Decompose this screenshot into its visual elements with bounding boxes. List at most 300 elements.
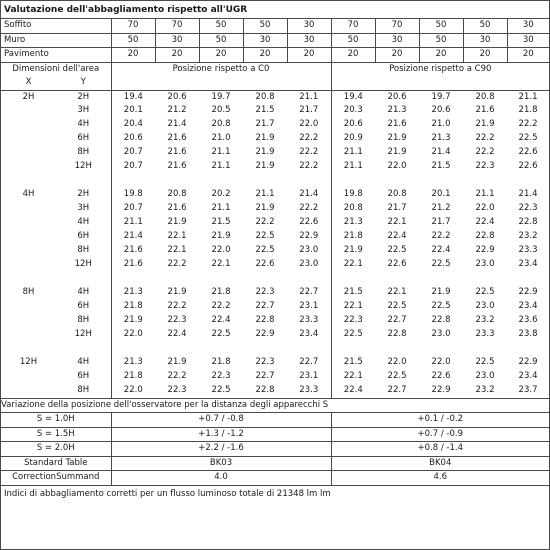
ugr-value-c90: 23.3 xyxy=(518,245,538,256)
ugr-value-c90: 22.4 xyxy=(475,217,495,228)
ugr-value-c90: 22.3 xyxy=(475,161,495,172)
y-dimension: 6H xyxy=(77,371,90,382)
table-row xyxy=(1,90,549,104)
ugr-value-c0: 21.5 xyxy=(255,105,275,116)
y-dimension: 2H xyxy=(77,189,90,200)
reflectance-value: 20 xyxy=(111,48,155,63)
reflectance-value: 30 xyxy=(507,33,549,48)
ugr-value-c90: 22.1 xyxy=(331,370,375,384)
table-row xyxy=(1,132,549,146)
ugr-value-c90: 21.5 xyxy=(331,286,375,300)
ugr-value-c0: 21.1 xyxy=(211,161,231,172)
ugr-value-c90: 22.4 xyxy=(431,245,451,256)
ugr-value-c0: 21.9 xyxy=(167,357,187,368)
reflectance-value: 50 xyxy=(331,33,375,48)
ugr-value-c0: 21.6 xyxy=(167,203,187,214)
ugr-value-c0: 22.2 xyxy=(167,259,187,270)
table-row xyxy=(1,370,549,384)
ugr-value-c0: 21.5 xyxy=(211,217,231,228)
ugr-value-c0: 20.8 xyxy=(211,119,231,130)
ugr-value-c90: 21.6 xyxy=(387,119,407,130)
ugr-value-c0: 22.4 xyxy=(211,315,231,326)
ugr-value-c0: 22.0 xyxy=(299,119,319,130)
ugr-table xyxy=(1,19,549,486)
ugr-value-c0: 21.1 xyxy=(111,216,155,230)
ugr-value-c90: 23.4 xyxy=(518,301,538,312)
variation-label: S = 1.5H xyxy=(36,428,75,439)
ugr-value-c0: 20.8 xyxy=(167,189,187,200)
ugr-value-c0: 22.5 xyxy=(255,245,275,256)
reflectance-value: 20 xyxy=(419,48,463,63)
table-row xyxy=(1,356,549,370)
spacer-cell xyxy=(331,174,549,188)
ugr-value-c0: 21.7 xyxy=(255,119,275,130)
ugr-value-c0: 22.8 xyxy=(255,385,275,395)
ugr-value-c90: 23.7 xyxy=(518,385,538,395)
ugr-value-c90: 23.2 xyxy=(475,315,495,326)
spacer-cell xyxy=(331,272,549,286)
ugr-value-c90: 21.9 xyxy=(431,287,451,298)
ugr-value-c0: 21.6 xyxy=(167,147,187,158)
ugr-value-c90: 21.9 xyxy=(475,119,495,130)
ugr-value-c0: 20.8 xyxy=(255,91,275,102)
x-dimension-empty xyxy=(1,146,56,160)
table-row xyxy=(1,314,549,328)
ugr-value-c0: 19.4 xyxy=(111,90,155,104)
x-dimension-empty xyxy=(1,328,56,342)
x-dimension: 8H xyxy=(22,287,35,298)
y-dimension: 12H xyxy=(74,259,92,270)
ugr-value-c0: 22.5 xyxy=(211,385,231,395)
x-dimension: 4H xyxy=(22,189,35,200)
y-dimension: 3H xyxy=(77,105,90,116)
ugr-value-c0: 23.1 xyxy=(299,301,319,312)
ugr-value-c90: 20.8 xyxy=(331,202,375,216)
ugr-value-c0: 22.2 xyxy=(167,371,187,382)
ugr-value-c0: 22.3 xyxy=(167,385,187,395)
ugr-value-c90: 21.8 xyxy=(331,230,375,244)
footnote: Indici di abbagliamento corretti per un flusso luminoso totale di 21348 lm lm xyxy=(4,488,331,499)
y-dimension: 4H xyxy=(77,357,90,368)
ugr-value-c0: 21.8 xyxy=(111,300,155,314)
ugr-value-c90: 22.5 xyxy=(475,287,495,298)
ugr-value-c0: 21.6 xyxy=(167,161,187,172)
ugr-value-c90: 22.2 xyxy=(431,231,451,242)
ugr-value-c90: 19.4 xyxy=(331,90,375,104)
ugr-value-c90: 22.5 xyxy=(387,301,407,312)
variation-c90: +0.8 / -1.4 xyxy=(331,442,549,457)
group-spacer xyxy=(1,342,549,356)
ugr-value-c90: 21.6 xyxy=(475,105,495,116)
table-row xyxy=(1,286,549,300)
ugr-value-c0: 22.1 xyxy=(167,245,187,256)
ugr-value-c90: 21.5 xyxy=(431,161,451,172)
x-dimension-empty xyxy=(1,300,56,314)
reflectance-value: 30 xyxy=(463,33,507,48)
reflectance-label: Muro xyxy=(4,34,26,45)
ugr-value-c0: 22.2 xyxy=(167,301,187,312)
ugr-value-c90: 22.5 xyxy=(475,357,495,368)
x-dimension-empty xyxy=(1,118,56,132)
ugr-value-c90: 22.9 xyxy=(475,245,495,256)
ugr-value-c0: 21.6 xyxy=(111,258,155,272)
ugr-value-c0: 20.7 xyxy=(111,160,155,174)
ugr-value-c0: 21.3 xyxy=(111,356,155,370)
ugr-value-c90: 22.0 xyxy=(475,203,495,214)
table-row xyxy=(1,384,549,398)
reflectance-value: 30 xyxy=(507,19,549,33)
spacer-cell xyxy=(111,272,331,286)
ugr-value-c90: 22.6 xyxy=(431,371,451,382)
ugr-value-c0: 21.9 xyxy=(255,147,275,158)
x-dimension-empty xyxy=(1,244,56,258)
ugr-value-c90: 21.4 xyxy=(431,147,451,158)
ugr-value-c0: 21.9 xyxy=(255,161,275,172)
ugr-value-c90: 21.1 xyxy=(518,91,538,102)
standard-table-c0: BK03 xyxy=(111,456,331,471)
ugr-value-c90: 22.1 xyxy=(331,300,375,314)
reflectance-value: 50 xyxy=(419,33,463,48)
ugr-value-c90: 20.6 xyxy=(387,91,407,102)
ugr-value-c90: 21.4 xyxy=(518,189,538,200)
variation-label: S = 1.0H xyxy=(36,414,75,424)
ugr-value-c0: 23.3 xyxy=(299,315,319,326)
reflectance-row xyxy=(1,33,549,48)
ugr-value-c0: 22.4 xyxy=(167,329,187,340)
variation-c0: +0.7 / -0.8 xyxy=(111,413,331,428)
ugr-value-c0: 23.3 xyxy=(299,385,319,395)
ugr-value-c0: 22.0 xyxy=(111,328,155,342)
ugr-value-c0: 21.9 xyxy=(255,203,275,214)
spacer-cell xyxy=(1,272,111,286)
ugr-value-c0: 22.3 xyxy=(255,357,275,368)
spacer-cell xyxy=(1,342,111,356)
ugr-value-c90: 23.2 xyxy=(475,385,495,395)
ugr-value-c90: 21.7 xyxy=(387,203,407,214)
ugr-value-c90: 22.5 xyxy=(431,301,451,312)
table-row xyxy=(1,328,549,342)
ugr-value-c90: 23.2 xyxy=(518,231,538,242)
ugr-value-c0: 22.3 xyxy=(211,371,231,382)
table-row xyxy=(1,202,549,216)
ugr-value-c0: 22.5 xyxy=(211,329,231,340)
ugr-value-c90: 22.0 xyxy=(431,357,451,368)
ugr-value-c0: 21.9 xyxy=(111,314,155,328)
reflectance-value: 70 xyxy=(111,19,155,33)
ugr-value-c90: 23.0 xyxy=(475,259,495,270)
standard-table-row xyxy=(1,456,549,471)
ugr-value-c0: 21.6 xyxy=(167,133,187,144)
ugr-value-c90: 22.1 xyxy=(387,217,407,228)
y-dimension: 4H xyxy=(77,119,90,130)
ugr-value-c0: 21.9 xyxy=(255,133,275,144)
ugr-value-c0: 21.3 xyxy=(111,286,155,300)
x-dimension-empty xyxy=(1,132,56,146)
ugr-value-c90: 19.7 xyxy=(431,91,451,102)
reflectance-label: Pavimento xyxy=(4,49,49,59)
ugr-value-c0: 22.7 xyxy=(255,371,275,382)
spacer-cell xyxy=(331,342,549,356)
ugr-value-c90: 23.3 xyxy=(475,329,495,340)
ugr-value-c90: 22.8 xyxy=(431,315,451,326)
ugr-value-c90: 20.6 xyxy=(431,105,451,116)
ugr-value-c90: 21.9 xyxy=(387,147,407,158)
ugr-value-c90: 21.3 xyxy=(431,133,451,144)
variation-row xyxy=(1,427,549,442)
ugr-value-c90: 23.0 xyxy=(475,371,495,382)
c90-header: Posizione rispetto a C90 xyxy=(331,62,549,76)
x-dimension-empty xyxy=(1,202,56,216)
table-row xyxy=(1,258,549,272)
standard-table-c90: BK04 xyxy=(331,456,549,471)
ugr-value-c0: 21.6 xyxy=(111,244,155,258)
ugr-value-c0: 22.2 xyxy=(299,203,319,214)
ugr-value-c0: 19.8 xyxy=(111,188,155,202)
table-row xyxy=(1,188,549,202)
y-dimension: 12H xyxy=(74,161,92,172)
reflectance-value: 50 xyxy=(111,33,155,48)
variation-c90: +0.1 / -0.2 xyxy=(331,413,549,428)
reflectance-value: 30 xyxy=(287,33,331,48)
reflectance-value: 20 xyxy=(375,48,419,63)
ugr-value-c90: 22.7 xyxy=(387,385,407,395)
spacer-cell xyxy=(111,342,331,356)
ugr-value-c0: 22.2 xyxy=(299,161,319,172)
ugr-value-c90: 21.1 xyxy=(475,189,495,200)
ugr-value-c0: 22.7 xyxy=(299,357,319,368)
ugr-value-c90: 22.6 xyxy=(387,259,407,270)
ugr-value-c0: 20.1 xyxy=(111,104,155,118)
ugr-value-c0: 22.6 xyxy=(299,217,319,228)
x-dimension-empty xyxy=(1,160,56,174)
variation-c90: +0.7 / -0.9 xyxy=(331,427,549,442)
ugr-value-c90: 23.4 xyxy=(518,371,538,382)
ugr-value-c90: 23.0 xyxy=(431,329,451,340)
ugr-value-c0: 22.9 xyxy=(255,329,275,340)
ugr-value-c0: 21.4 xyxy=(111,230,155,244)
y-dimension: 4H xyxy=(77,287,90,298)
reflectance-value: 50 xyxy=(243,19,287,33)
y-dimension: 2H xyxy=(77,91,90,102)
ugr-value-c90: 21.9 xyxy=(387,133,407,144)
y-dimension: 3H xyxy=(77,203,90,214)
ugr-value-c0: 21.7 xyxy=(299,105,319,116)
ugr-value-c0: 22.3 xyxy=(255,287,275,298)
ugr-value-c90: 21.7 xyxy=(431,217,451,228)
ugr-value-c0: 22.7 xyxy=(299,287,319,298)
reflectance-value: 20 xyxy=(287,48,331,63)
reflectance-value: 50 xyxy=(419,19,463,33)
ugr-value-c0: 20.6 xyxy=(167,91,187,102)
ugr-value-c90: 22.5 xyxy=(331,328,375,342)
c0-header-spacer xyxy=(111,76,331,90)
ugr-value-c0: 21.1 xyxy=(211,147,231,158)
x-dimension: 12H xyxy=(19,357,38,368)
ugr-value-c0: 21.8 xyxy=(211,287,231,298)
y-dimension: 6H xyxy=(77,133,90,144)
ugr-value-c90: 21.1 xyxy=(331,160,375,174)
ugr-value-c90: 20.8 xyxy=(387,189,407,200)
ugr-value-c90: 22.2 xyxy=(518,119,538,130)
reflectance-value: 20 xyxy=(199,48,243,63)
ugr-value-c0: 21.8 xyxy=(211,357,231,368)
reflectance-value: 50 xyxy=(463,19,507,33)
header-row xyxy=(1,62,549,76)
ugr-value-c90: 22.5 xyxy=(518,133,538,144)
y-label: Y xyxy=(80,77,86,87)
variation-title: Variazione della posizione dell'osservatore per la distanza degli apparecchi S xyxy=(1,399,329,410)
ugr-value-c90: 22.1 xyxy=(387,287,407,298)
ugr-value-c0: 19.7 xyxy=(211,91,231,102)
ugr-value-c90: 22.5 xyxy=(431,259,451,270)
ugr-value-c0: 22.9 xyxy=(299,231,319,242)
ugr-value-c0: 20.5 xyxy=(211,105,231,116)
reflectance-value: 20 xyxy=(243,48,287,63)
variation-c0: +2.2 / -1.6 xyxy=(111,442,331,457)
reflectance-value: 20 xyxy=(331,48,375,63)
y-dimension: 8H xyxy=(77,245,90,256)
y-dimension: 6H xyxy=(77,231,90,242)
ugr-value-c0: 22.8 xyxy=(255,315,275,326)
variation-title-row xyxy=(1,398,549,413)
reflectance-value: 50 xyxy=(199,19,243,33)
ugr-value-c0: 21.9 xyxy=(211,231,231,242)
ugr-value-c0: 20.6 xyxy=(111,132,155,146)
ugr-value-c0: 22.5 xyxy=(255,231,275,242)
ugr-value-c0: 22.7 xyxy=(255,301,275,312)
variation-label: S = 2.0H xyxy=(36,443,75,453)
ugr-value-c0: 23.4 xyxy=(299,329,319,340)
ugr-value-c90: 22.9 xyxy=(431,385,451,395)
y-dimension: 8H xyxy=(77,147,90,158)
ugr-value-c0: 22.0 xyxy=(111,384,155,398)
reflectance-value: 70 xyxy=(375,19,419,33)
ugr-value-c0: 22.1 xyxy=(167,231,187,242)
table-row xyxy=(1,160,549,174)
ugr-value-c0: 23.0 xyxy=(299,245,319,256)
ugr-value-c0: 20.4 xyxy=(111,118,155,132)
x-dimension-empty xyxy=(1,370,56,384)
dimensions-label: Dimensioni dell'area xyxy=(12,63,100,74)
ugr-value-c90: 22.8 xyxy=(387,329,407,340)
reflectance-value: 20 xyxy=(463,48,507,63)
ugr-value-c90: 19.8 xyxy=(331,188,375,202)
reflectance-value: 20 xyxy=(155,48,199,63)
reflectance-value: 30 xyxy=(155,33,199,48)
header-row-xy xyxy=(1,76,549,90)
table-row xyxy=(1,244,549,258)
reflectance-value: 20 xyxy=(507,48,549,63)
reflectance-value: 30 xyxy=(287,19,331,33)
reflectance-value: 70 xyxy=(155,19,199,33)
ugr-value-c0: 23.1 xyxy=(299,371,319,382)
y-dimension: 12H xyxy=(74,329,92,340)
y-dimension: 8H xyxy=(77,315,90,326)
ugr-value-c90: 22.5 xyxy=(387,245,407,256)
x-dimension-empty xyxy=(1,216,56,230)
ugr-value-c90: 20.1 xyxy=(431,189,451,200)
ugr-value-c90: 20.9 xyxy=(331,132,375,146)
table-row xyxy=(1,104,549,118)
reflectance-value: 30 xyxy=(243,33,287,48)
x-label: X xyxy=(25,77,32,87)
reflectance-value: 30 xyxy=(375,33,419,48)
ugr-value-c90: 21.5 xyxy=(331,356,375,370)
ugr-value-c90: 20.8 xyxy=(475,91,495,102)
ugr-value-c90: 21.1 xyxy=(331,146,375,160)
table-row xyxy=(1,216,549,230)
reflectance-row xyxy=(1,48,549,63)
ugr-value-c90: 22.2 xyxy=(475,133,495,144)
ugr-value-c0: 21.0 xyxy=(211,133,231,144)
y-dimension: 4H xyxy=(77,217,90,228)
ugr-value-c90: 21.3 xyxy=(387,105,407,116)
table-row xyxy=(1,118,549,132)
ugr-value-c90: 23.6 xyxy=(518,315,538,326)
c90-header-spacer xyxy=(331,76,549,90)
spacer-cell xyxy=(1,174,111,188)
ugr-value-c90: 22.0 xyxy=(387,357,407,368)
reflectance-label: Soffito xyxy=(4,20,32,30)
ugr-value-c90: 22.6 xyxy=(518,147,538,158)
spacer-cell xyxy=(111,174,331,188)
ugr-value-c90: 22.4 xyxy=(331,384,375,398)
ugr-value-c90: 22.8 xyxy=(518,217,538,228)
group-spacer xyxy=(1,272,549,286)
ugr-value-c90: 20.6 xyxy=(331,118,375,132)
ugr-value-c0: 21.4 xyxy=(167,119,187,130)
ugr-value-c90: 22.9 xyxy=(518,287,538,298)
ugr-value-c0: 21.4 xyxy=(299,189,319,200)
x-dimension-empty xyxy=(1,230,56,244)
correction-summand-c90: 4.6 xyxy=(331,471,549,486)
group-spacer xyxy=(1,174,549,188)
x-dimension-empty xyxy=(1,384,56,398)
ugr-value-c0: 20.7 xyxy=(111,202,155,216)
ugr-value-c0: 22.2 xyxy=(299,133,319,144)
ugr-value-c90: 22.8 xyxy=(475,231,495,242)
reflectance-value: 50 xyxy=(199,33,243,48)
ugr-value-c90: 22.9 xyxy=(518,357,538,368)
correction-summand-label: CorrectionSummand xyxy=(12,472,100,482)
ugr-value-c0: 22.2 xyxy=(255,217,275,228)
correction-summand-row xyxy=(1,471,549,486)
page-title: Valutazione dell'abbagliamento rispetto all'UGR xyxy=(1,1,549,19)
ugr-value-c0: 22.0 xyxy=(211,245,231,256)
ugr-value-c0: 22.1 xyxy=(211,259,231,270)
x-dimension-empty xyxy=(1,314,56,328)
ugr-value-c0: 21.9 xyxy=(167,287,187,298)
table-row xyxy=(1,146,549,160)
x-dimension-empty xyxy=(1,104,56,118)
ugr-value-c90: 22.1 xyxy=(331,258,375,272)
table-row xyxy=(1,300,549,314)
ugr-value-c0: 21.1 xyxy=(255,189,275,200)
variation-row xyxy=(1,442,549,457)
y-dimension: 6H xyxy=(77,301,90,312)
ugr-value-c90: 22.7 xyxy=(387,315,407,326)
x-dimension-empty xyxy=(1,258,56,272)
ugr-value-c90: 22.6 xyxy=(518,161,538,172)
standard-table-label: Standard Table xyxy=(24,457,88,468)
variation-row xyxy=(1,413,549,428)
ugr-value-c90: 21.9 xyxy=(331,244,375,258)
y-dimension: 8H xyxy=(77,385,90,395)
ugr-value-c0: 22.3 xyxy=(167,315,187,326)
ugr-value-c90: 23.4 xyxy=(518,259,538,270)
ugr-value-c90: 21.2 xyxy=(431,203,451,214)
ugr-value-c0: 20.7 xyxy=(111,146,155,160)
